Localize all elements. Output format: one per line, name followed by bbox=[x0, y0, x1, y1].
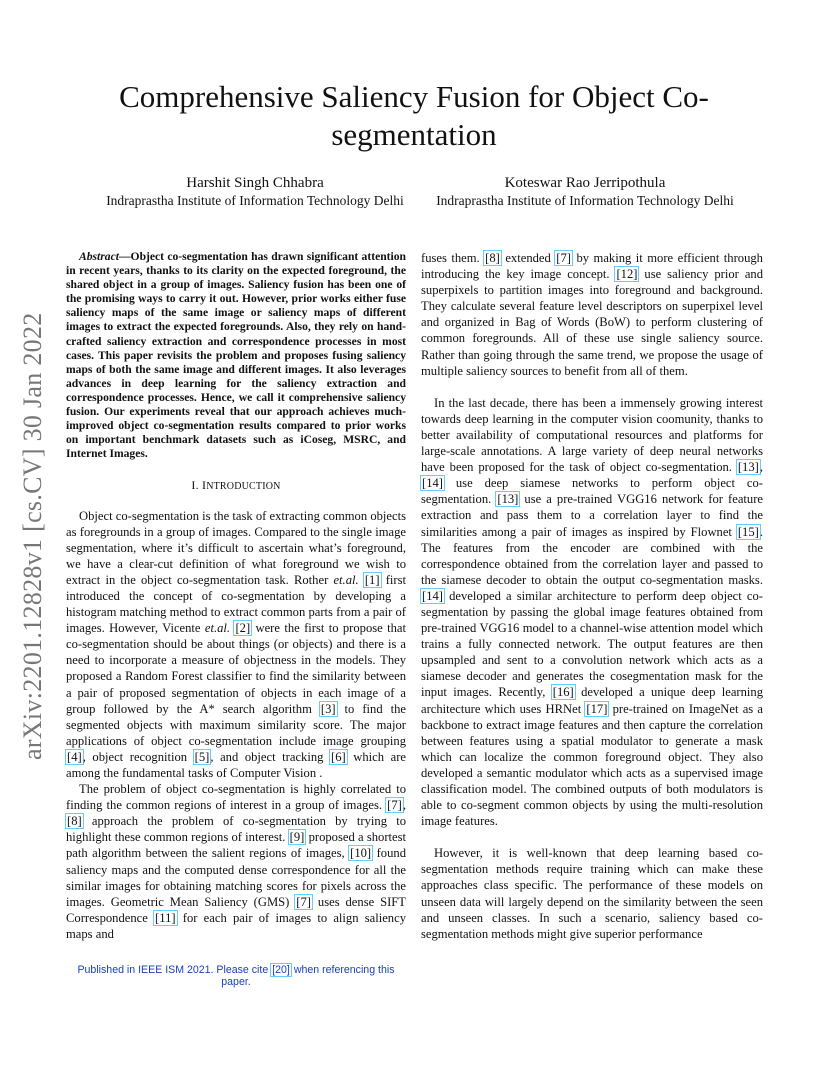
citation-link[interactable]: [16] bbox=[552, 685, 574, 700]
citation-link[interactable]: [9] bbox=[289, 830, 305, 845]
citation-link[interactable]: [4] bbox=[67, 749, 82, 764]
paragraph: In the last decade, there has been a immensely growing interest towards deep learning in the computer vision coomunity, thanks to better availability of computational resources and platforms for large-scale annotations. A large variety of deep neural networks have been proposed for the task of object co-segmentation. [13], [14] use deep siamese networks to perform object co-segmentation. [13] use a pre-trained VGG16 network for feature extraction and pass them to a correlation layer to find the similarities among a pair of images as inspired by Flownet [15]. The features from the encoder are combined with the correspondence obtained from the correlation layer and passed to the siamese decoder to obtain the output co-segmentation masks. [14] developed a similar architecture to perform deep object co-segmentation by passing the global image features obtained from pre-trained VGG16 model to a channel-wise attention model which trains a fully connected network. The output features are then upsampled and sent to a convolution network which acts as a siamese decoder and generates the cosegmentation mask for the input images. Recently, [16] developed a unique deep learning architecture which uses HRNet [17] pre-trained on ImageNet as a backbone to extract image features and then capture the correlation between features using a spatial modulator to generate a mask which can localize the common foreground object. They also developed a semantic modulator which acts as a supervised image classification model. The combined outputs of both modulators is able to co-segment common objects by using the multi-resolution image features. bbox=[421, 395, 763, 829]
section-heading-introduction: I. INTRODUCTION bbox=[191, 478, 281, 493]
publication-note: Published in IEEE ISM 2021. Please cite [20] when referencing this paper. bbox=[77, 964, 395, 988]
author-block-2 bbox=[415, 174, 755, 210]
author-name: Harshit Singh Chhabra bbox=[186, 175, 324, 191]
author-block-1 bbox=[80, 174, 430, 210]
citation-link[interactable]: [13] bbox=[497, 492, 519, 507]
paragraph: Object co-segmentation is the task of extracting common objects as foregrounds in a group of images. Compared to the single image segmentation, where it’s difficult to ascertain what’s foreground, we have a clear-cut definition of what foreground we wish to extract in the object co-segmentation task. Rother et.al. [1] first introduced the concept of co-segmentation by developing a histogram matching method to extract common parts from a pair of images. However, Vicente et.al. [2] were the first to propose that co-segmentation should be about things (or objects) and there is a need to incorporate a measure of objectness in the models. They proposed a Random Forest classifier to find the similarity between a pair of proposed segmentation of objects in each image of a group followed by the A* search algorithm [3] to find the segmented objects with maximum similarity score. The major applications of object co-segmentation include image grouping [4], object recognition [5], and object tracking [6] which are among the fundamental tasks of Computer Vision . bbox=[66, 508, 406, 780]
citation-link[interactable]: [14] bbox=[422, 588, 443, 603]
author-affiliation: Indraprastha Institute of Information Technology Delhi bbox=[106, 193, 404, 208]
citation-link[interactable]: [17] bbox=[586, 701, 608, 716]
citation-link[interactable]: [14] bbox=[422, 476, 443, 491]
citation-link[interactable]: [6] bbox=[331, 749, 346, 764]
abstract bbox=[66, 250, 406, 461]
author-affiliation: Indraprastha Institute of Information Technology Delhi bbox=[436, 193, 734, 208]
citation-link[interactable]: [1] bbox=[364, 572, 380, 587]
citation-link[interactable]: [10] bbox=[350, 846, 372, 861]
paragraph: fuses them. [8] extended [7] by making it more efficient through introducing the key image concept. [12] use saliency prior and superpixels to partition images into foreground and background. They calculate several feature level descriptors on superpixel level and organized in Bag of Words (BoW) to perform clustering of common foregrounds. All of these use single saliency source. Rather than going through the same trend, we propose the usage of multiple saliency sources to benefit from all of them. bbox=[421, 251, 763, 378]
citation-link[interactable]: [8] bbox=[67, 814, 82, 829]
right-column bbox=[421, 250, 763, 942]
citation-link[interactable]: [15] bbox=[737, 524, 759, 539]
citation-link[interactable]: [12] bbox=[616, 267, 638, 282]
author-name: Koteswar Rao Jerripothula bbox=[504, 175, 666, 191]
citation-link[interactable]: [20] bbox=[272, 964, 290, 976]
abstract-label: Abstract bbox=[79, 250, 119, 263]
citation-link[interactable]: [11] bbox=[155, 910, 176, 925]
citation-link[interactable]: [13] bbox=[737, 460, 759, 475]
citation-link[interactable]: [7] bbox=[387, 798, 402, 813]
left-column bbox=[66, 250, 406, 942]
paragraph: However, it is well-known that deep learning based co-segmentation methods require training which can make these approaches class specific. The performance of these models on unseen data will largely depend on the similarity between the seen and unseen classes. In such a scenario, saliency based co-segmentation methods might give superior performance bbox=[421, 846, 763, 941]
citation-link[interactable]: [7] bbox=[556, 251, 571, 265]
citation-link[interactable]: [8] bbox=[485, 251, 500, 265]
arxiv-identifier: arXiv:2201.12828v1 [cs.CV] 30 Jan 2022 bbox=[18, 312, 47, 760]
citation-link[interactable]: [3] bbox=[320, 701, 336, 716]
citation-link[interactable]: [2] bbox=[235, 621, 251, 636]
paragraph: The problem of object co-segmentation is highly correlated to finding the common regions of interest in a group of images. [7], [8] approach the problem of co-segmentation by trying to highlight these common regions of interest. [9] proposed a shortest path algorithm between the salient regions of images, [10] found saliency maps and the computed dense correspondence for all the similar images for obtaining matching scores for pixels across the images. Geometric Mean Saliency (GMS) [7] uses dense SIFT Correspondence [11] for each pair of images to align saliency maps and bbox=[66, 782, 407, 941]
citation-link[interactable]: [7] bbox=[296, 894, 311, 909]
abstract-text: —Object co-segmentation has drawn significant attention in recent years, thanks to its clarity on the expected foreground, the shared object in a group of images. Saliency fusion has been one of the promising ways to carry it out. However, prior works either fuse saliency maps of the same image or saliency maps of different images to extract the expected foregrounds. Also, they rely on hand-crafted saliency extraction and correspondence processes in most cases. This paper revisits the problem and proposes fusing saliency maps of both the same image and different images. It also leverages advances in deep learning for the saliency extraction and correspondence processes. Hence, we call it comprehensive saliency fusion. Our experiments reveal that our approach achieves much-improved object co-segmentation results compared to prior works on important benchmark datasets such as iCoseg, MSRC, and Internet Images. bbox=[66, 250, 406, 461]
paper-title: Comprehensive Saliency Fusion for Object Co-segmentation bbox=[119, 79, 709, 152]
citation-link[interactable]: [5] bbox=[194, 749, 210, 764]
